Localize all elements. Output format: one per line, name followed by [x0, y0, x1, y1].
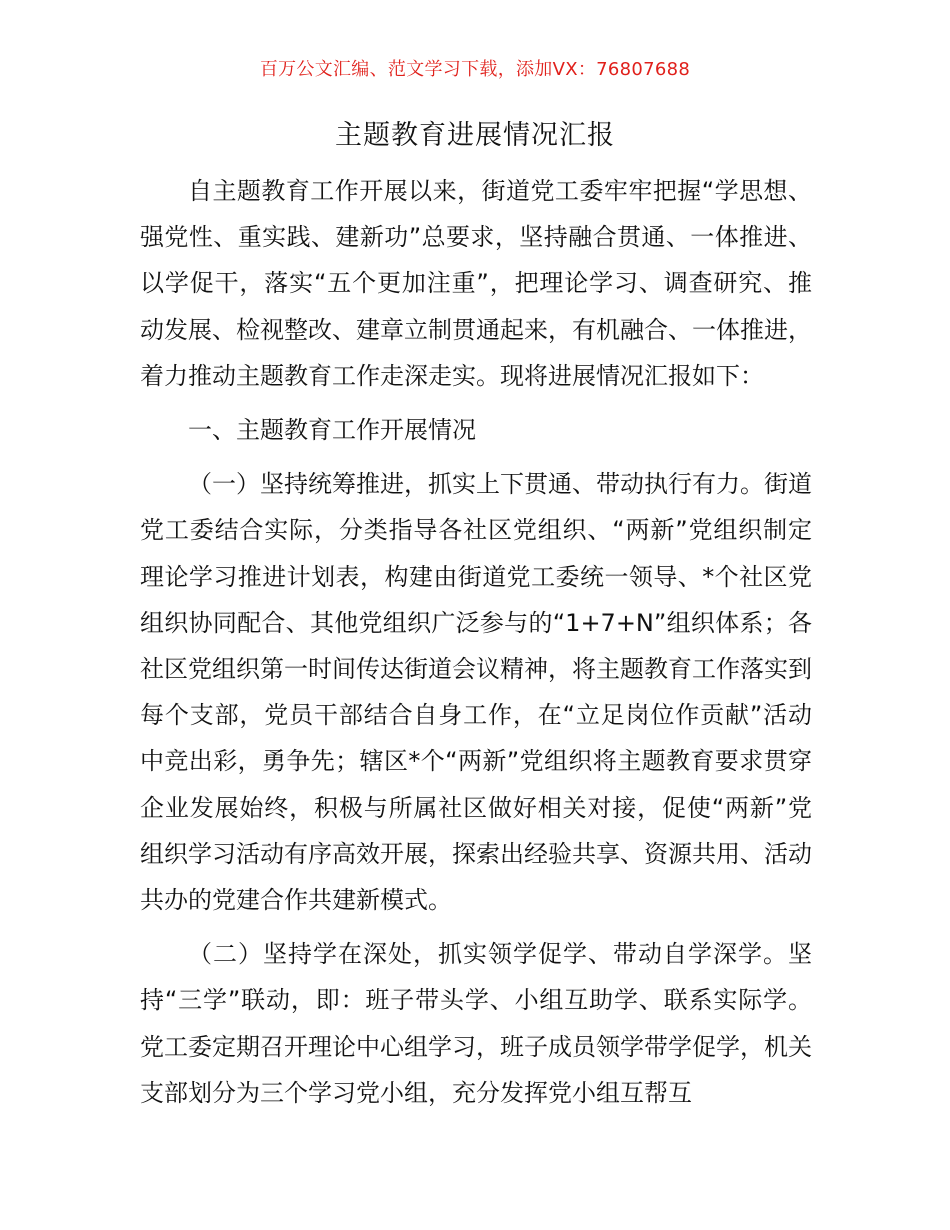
intro-paragraph: 自主题教育工作开展以来，街道党工委牢牢把握“学思想、强党性、重实践、建新功”总要求，坚持融合贯通、一体推进、以学促干，落实“五个更加注重”，把理论学习、调查研究、推动发展、检视整改、建章立制贯通起来，有机融合、一体推进，着力推动主题教育工作走深走实。现将进展情况汇报如下： — [140, 177, 812, 390]
section-heading-1: 一、主题教育工作开展情况 — [188, 416, 476, 445]
document-title: 主题教育进展情况汇报 — [335, 120, 615, 151]
watermark-header: 百万公文汇编、范文学习下载，添加VX：76807688 — [259, 59, 691, 80]
subsection-paragraph-2: （二）坚持学在深处，抓实领学促学、带动自学深学。坚持“三学”联动，即：班子带头学、小组互助学、联系实际学。党工委定期召开理论中心组学习，班子成员领学带学促学，机关支部划分为三个学习党小组，充分发挥党小组互帮互 — [140, 940, 812, 1107]
document-body — [140, 168, 812, 1116]
subsection-paragraph-1: （一）坚持统筹推进，抓实上下贯通、带动执行有力。街道党工委结合实际，分类指导各社区党组织、“两新”党组织制定理论学习推进计划表，构建由街道党工委统一领导、*个社区党组织协同配合、其他党组织广泛参与的“1+7+N”组织体系；各社区党组织第一时间传达街道会议精神，将主题教育工作落实到每个支部，党员干部结合自身工作，在“立足岗位作贡献”活动中竞出彩，勇争先；辖区*个“两新”党组织将主题教育要求贯穿企业发展始终，积极与所属社区做好相关对接，促使“两新”党组织学习活动有序高效开展，探索出经验共享、资源共用、活动共办的党建合作共建新模式。 — [140, 470, 812, 915]
